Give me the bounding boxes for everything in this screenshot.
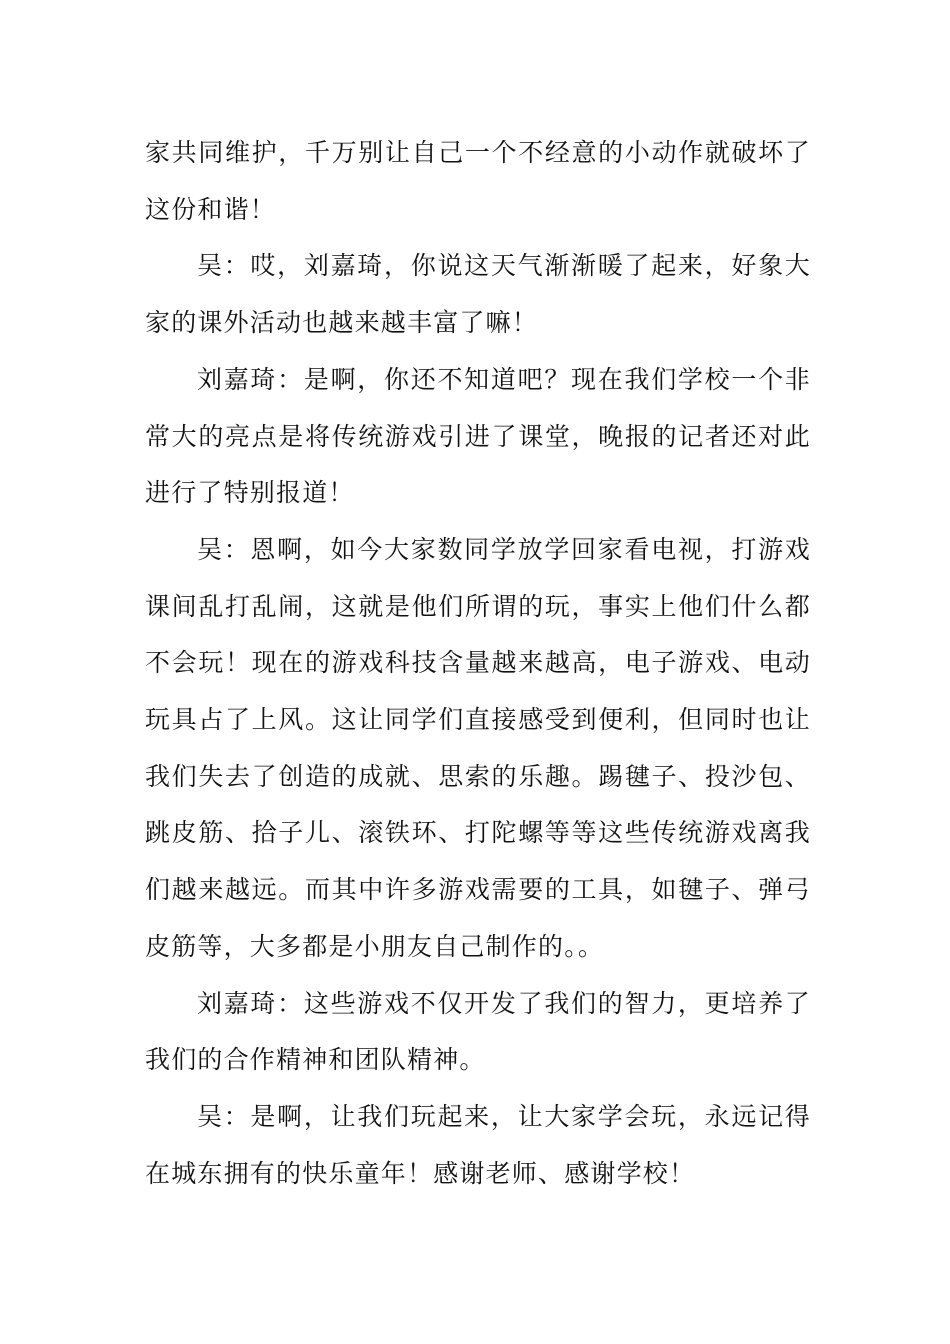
paragraph-continuation: 家共同维护，千万别让自己一个不经意的小动作就破坏了这份和谐！ — [145, 138, 811, 224]
document-body — [145, 125, 811, 1202]
paragraph-dialogue-liu-2: 刘嘉琦：这些游戏不仅开发了我们的智力，更培养了我们的合作精神和团队精神。 — [145, 988, 811, 1075]
paragraph-dialogue-wu-3: 吴：是啊，让我们玩起来，让大家学会玩，永远记得在城东拥有的快乐童年！感谢老师、感谢学校！ — [145, 1101, 811, 1188]
paragraph-dialogue-wu-2: 吴：恩啊，如今大家数同学放学回家看电视，打游戏课间乱打乱闹，这就是他们所谓的玩，事实上他们什么都不会玩！现在的游戏科技含量越来越高，电子游戏、电动玩具占了上风。这让同学们直接感受到便利，但同时也让我们失去了创造的成就、思索的乐趣。踢毽子、投沙包、跳皮筋、拾子儿、滚铁环、打陀螺等等这些传统游戏离我们越来越远。而其中许多游戏需要的工具，如毽子、弹弓皮筋等，大多都是小朋友自己制作的。。 — [145, 534, 811, 961]
paragraph-dialogue-wu-1: 吴：哎，刘嘉琦，你说这天气渐渐暖了起来，好象大家的课外活动也越来越丰富了嘛！ — [145, 251, 811, 338]
paragraph-dialogue-liu-1: 刘嘉琦：是啊，你还不知道吧？现在我们学校一个非常大的亮点是将传统游戏引进了课堂，晚报的记者还对此进行了特别报道！ — [145, 364, 811, 508]
